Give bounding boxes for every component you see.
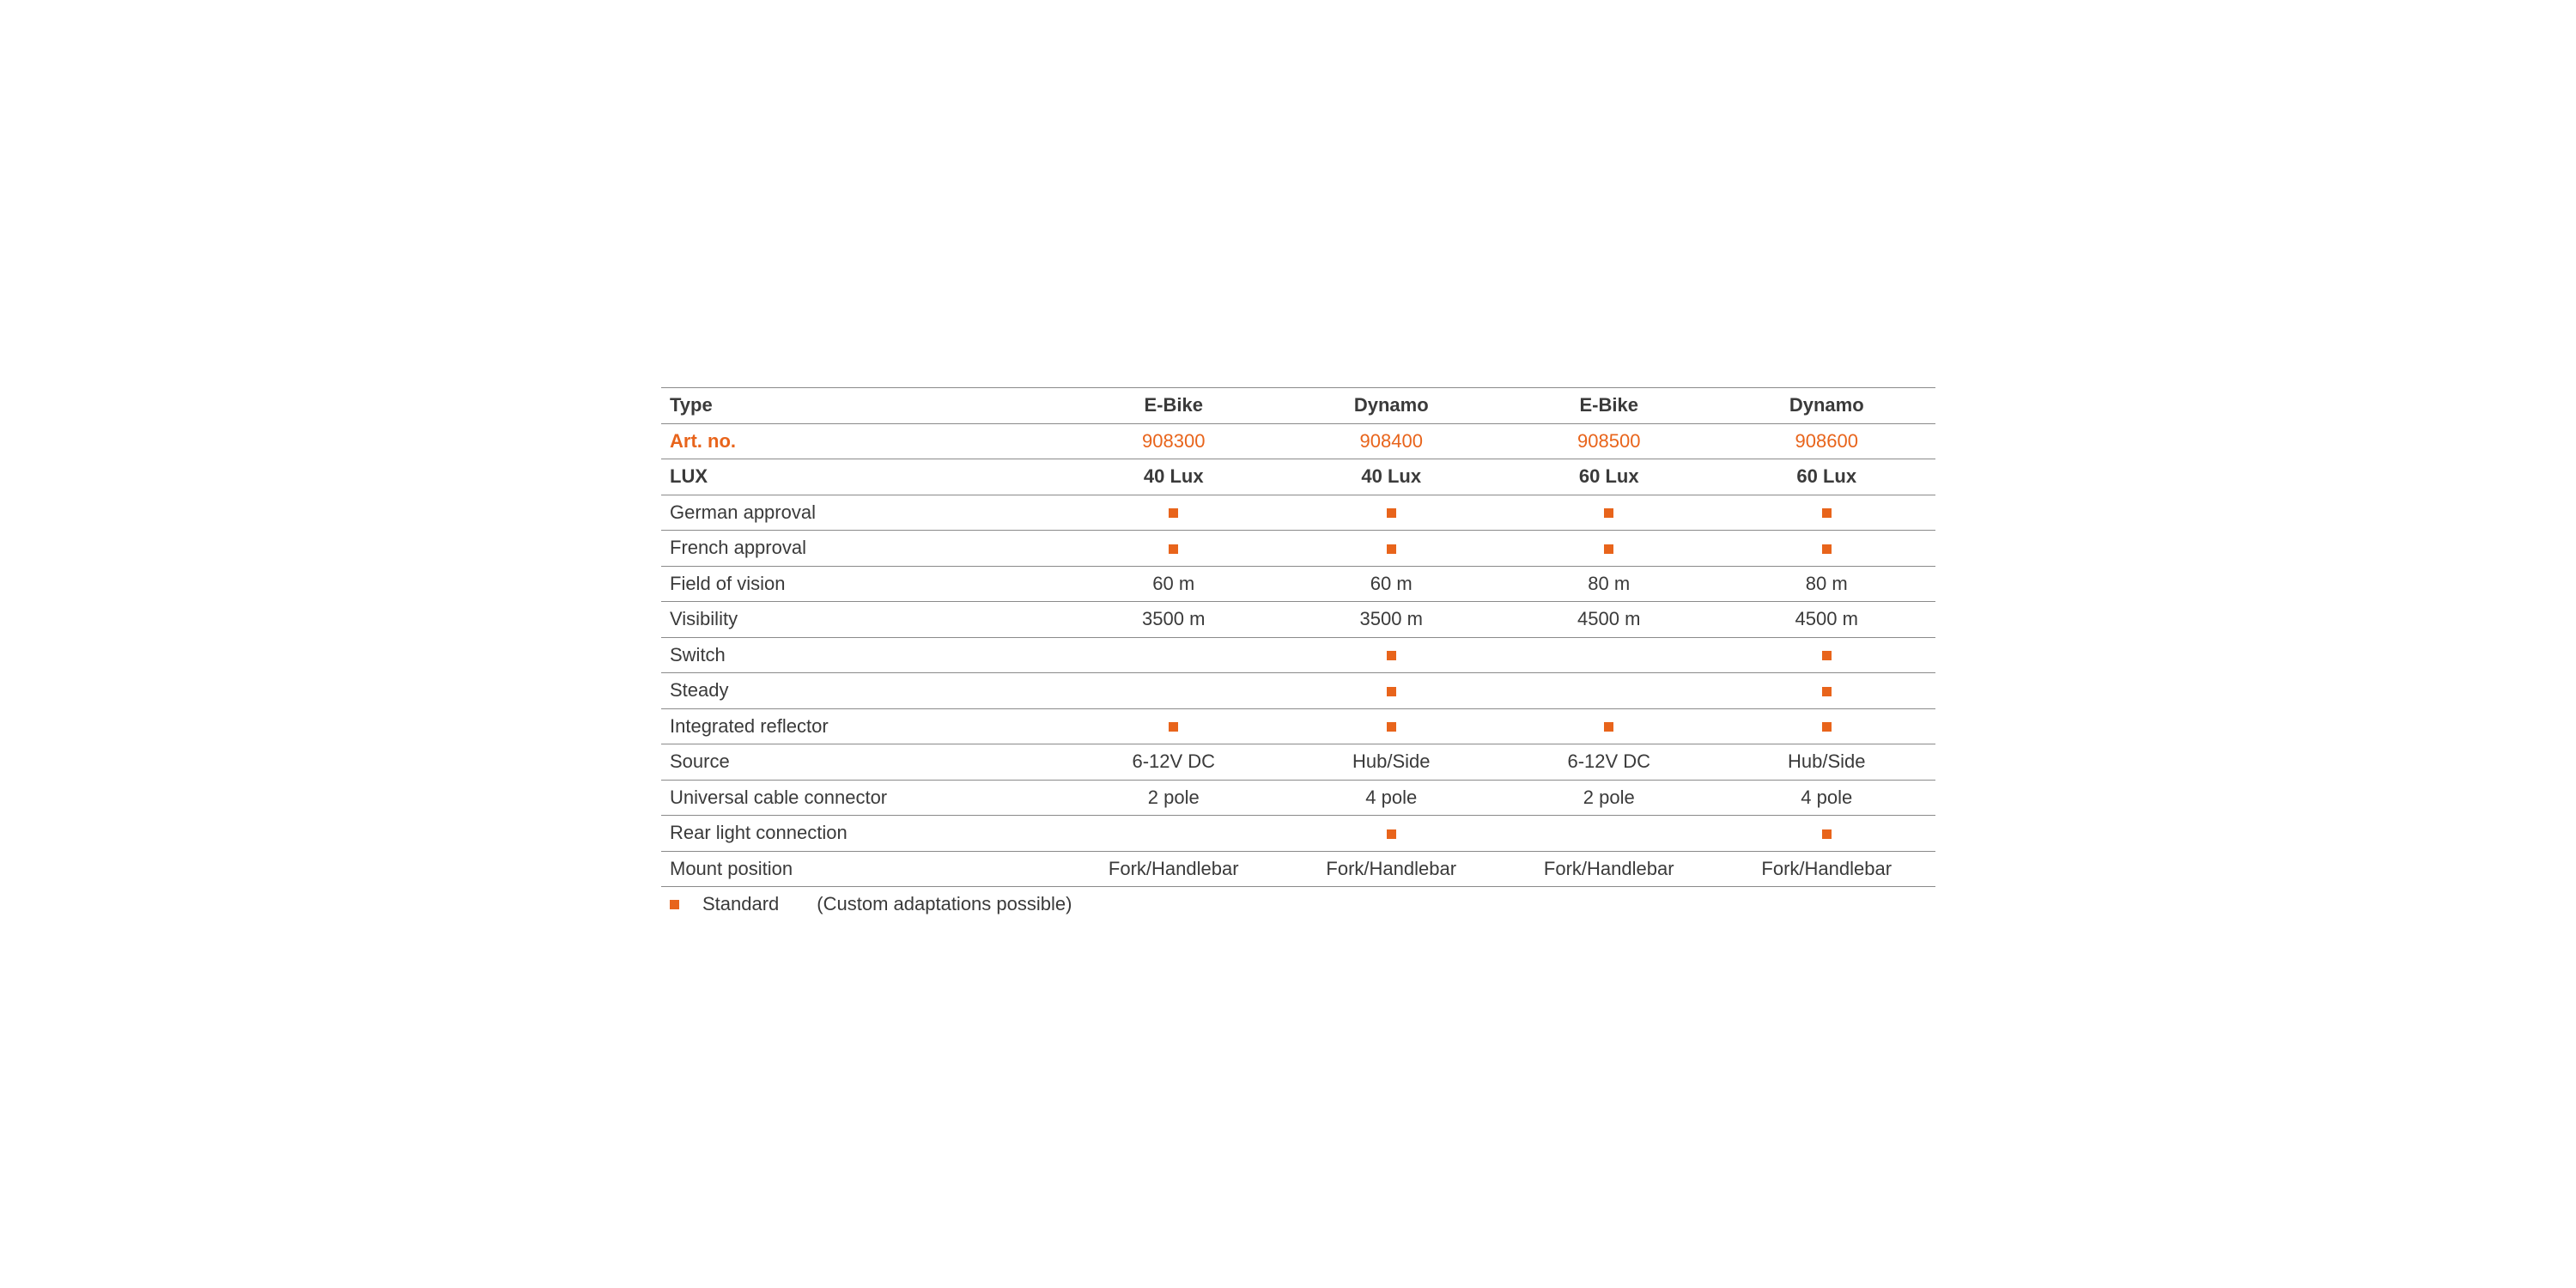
spec-row-value: 2 pole xyxy=(1500,780,1718,816)
spec-row-value xyxy=(1718,673,1936,709)
type-value: Dynamo xyxy=(1718,388,1936,424)
spec-row xyxy=(661,602,1935,638)
spec-row-value: Fork/Handlebar xyxy=(1283,851,1501,887)
standard-marker-icon xyxy=(1822,722,1832,732)
spec-row-value: 80 m xyxy=(1500,566,1718,602)
spec-row-value xyxy=(1283,637,1501,673)
spec-row-value xyxy=(1500,673,1718,709)
legend-note: (Custom adaptations possible) xyxy=(817,893,1072,914)
spec-row-value: 4500 m xyxy=(1718,602,1936,638)
lux-row xyxy=(661,459,1935,495)
spec-row-value xyxy=(1065,708,1283,744)
standard-marker-icon xyxy=(1604,722,1613,732)
spec-row xyxy=(661,780,1935,816)
standard-marker-icon xyxy=(1822,508,1832,518)
spec-row-value: 3500 m xyxy=(1065,602,1283,638)
spec-row xyxy=(661,637,1935,673)
standard-marker-icon xyxy=(1169,544,1178,554)
standard-marker-icon xyxy=(1822,687,1832,696)
art-no-value: 908600 xyxy=(1718,423,1936,459)
spec-row-value xyxy=(1500,495,1718,531)
type-row xyxy=(661,388,1935,424)
legend-standard-label: Standard xyxy=(702,893,780,914)
spec-table xyxy=(661,387,1935,887)
spec-row-value xyxy=(1283,816,1501,852)
spec-row-value: 4500 m xyxy=(1500,602,1718,638)
spec-row-value: Fork/Handlebar xyxy=(1065,851,1283,887)
spec-row-value xyxy=(1500,531,1718,567)
standard-marker-icon xyxy=(1387,722,1396,732)
spec-row-value xyxy=(1283,708,1501,744)
spec-row-value xyxy=(1065,816,1283,852)
lux-value: 60 Lux xyxy=(1500,459,1718,495)
spec-row-label: Mount position xyxy=(661,851,1065,887)
spec-row-label: French approval xyxy=(661,531,1065,567)
spec-row-value xyxy=(1500,708,1718,744)
spec-row-value: 3500 m xyxy=(1283,602,1501,638)
spec-row-value xyxy=(1718,637,1936,673)
art-no-value: 908300 xyxy=(1065,423,1283,459)
standard-marker-icon xyxy=(1387,687,1396,696)
spec-row-label: Switch xyxy=(661,637,1065,673)
spec-row-label: German approval xyxy=(661,495,1065,531)
standard-marker-icon xyxy=(1822,829,1832,839)
spec-row-value: Hub/Side xyxy=(1283,744,1501,781)
spec-row-value xyxy=(1065,531,1283,567)
standard-marker-icon xyxy=(1387,651,1396,660)
spec-row xyxy=(661,566,1935,602)
spec-row-value xyxy=(1718,708,1936,744)
standard-marker-icon xyxy=(670,900,679,909)
spec-row-value xyxy=(1283,495,1501,531)
lux-value: 60 Lux xyxy=(1718,459,1936,495)
spec-row-value: 60 m xyxy=(1283,566,1501,602)
spec-row-label: Field of vision xyxy=(661,566,1065,602)
standard-marker-icon xyxy=(1387,508,1396,518)
spec-row-value xyxy=(1500,816,1718,852)
spec-row-label: Universal cable connector xyxy=(661,780,1065,816)
spec-row-label: Steady xyxy=(661,673,1065,709)
spec-row xyxy=(661,495,1935,531)
lux-value: 40 Lux xyxy=(1065,459,1283,495)
spec-row-value xyxy=(1065,673,1283,709)
spec-row-value xyxy=(1500,637,1718,673)
standard-marker-icon xyxy=(1822,651,1832,660)
art-no-value: 908500 xyxy=(1500,423,1718,459)
spec-row-value: 60 m xyxy=(1065,566,1283,602)
spec-row-value: 4 pole xyxy=(1718,780,1936,816)
lux-value: 40 Lux xyxy=(1283,459,1501,495)
spec-row-value: 80 m xyxy=(1718,566,1936,602)
spec-row-value xyxy=(1065,637,1283,673)
standard-marker-icon xyxy=(1387,829,1396,839)
standard-marker-icon xyxy=(1604,544,1613,554)
art-no-value: 908400 xyxy=(1283,423,1501,459)
spec-row-value xyxy=(1065,495,1283,531)
legend xyxy=(670,890,1072,919)
type-label: Type xyxy=(661,388,1065,424)
spec-row-value: 6-12V DC xyxy=(1065,744,1283,781)
spec-row-value: Hub/Side xyxy=(1718,744,1936,781)
spec-row xyxy=(661,816,1935,852)
spec-row-value xyxy=(1718,531,1936,567)
spec-row-value: Fork/Handlebar xyxy=(1718,851,1936,887)
spec-row-label: Source xyxy=(661,744,1065,781)
standard-marker-icon xyxy=(1169,508,1178,518)
spec-row xyxy=(661,708,1935,744)
art-no-label: Art. no. xyxy=(661,423,1065,459)
spec-row-value xyxy=(1718,495,1936,531)
spec-row-label: Visibility xyxy=(661,602,1065,638)
spec-row-label: Integrated reflector xyxy=(661,708,1065,744)
spec-row-value: 4 pole xyxy=(1283,780,1501,816)
spec-table-body xyxy=(661,388,1935,887)
spec-row-value xyxy=(1283,673,1501,709)
type-value: E-Bike xyxy=(1065,388,1283,424)
spec-row-value xyxy=(1283,531,1501,567)
spec-row xyxy=(661,744,1935,781)
type-value: Dynamo xyxy=(1283,388,1501,424)
spec-row-label: Rear light connection xyxy=(661,816,1065,852)
standard-marker-icon xyxy=(1822,544,1832,554)
spec-row xyxy=(661,851,1935,887)
spec-row xyxy=(661,531,1935,567)
spec-row xyxy=(661,673,1935,709)
art-no-row xyxy=(661,423,1935,459)
standard-marker-icon xyxy=(1387,544,1396,554)
spec-row-value: 6-12V DC xyxy=(1500,744,1718,781)
lux-label: LUX xyxy=(661,459,1065,495)
spec-row-value: 2 pole xyxy=(1065,780,1283,816)
type-value: E-Bike xyxy=(1500,388,1718,424)
spec-row-value: Fork/Handlebar xyxy=(1500,851,1718,887)
standard-marker-icon xyxy=(1604,508,1613,518)
spec-row-value xyxy=(1718,816,1936,852)
standard-marker-icon xyxy=(1169,722,1178,732)
